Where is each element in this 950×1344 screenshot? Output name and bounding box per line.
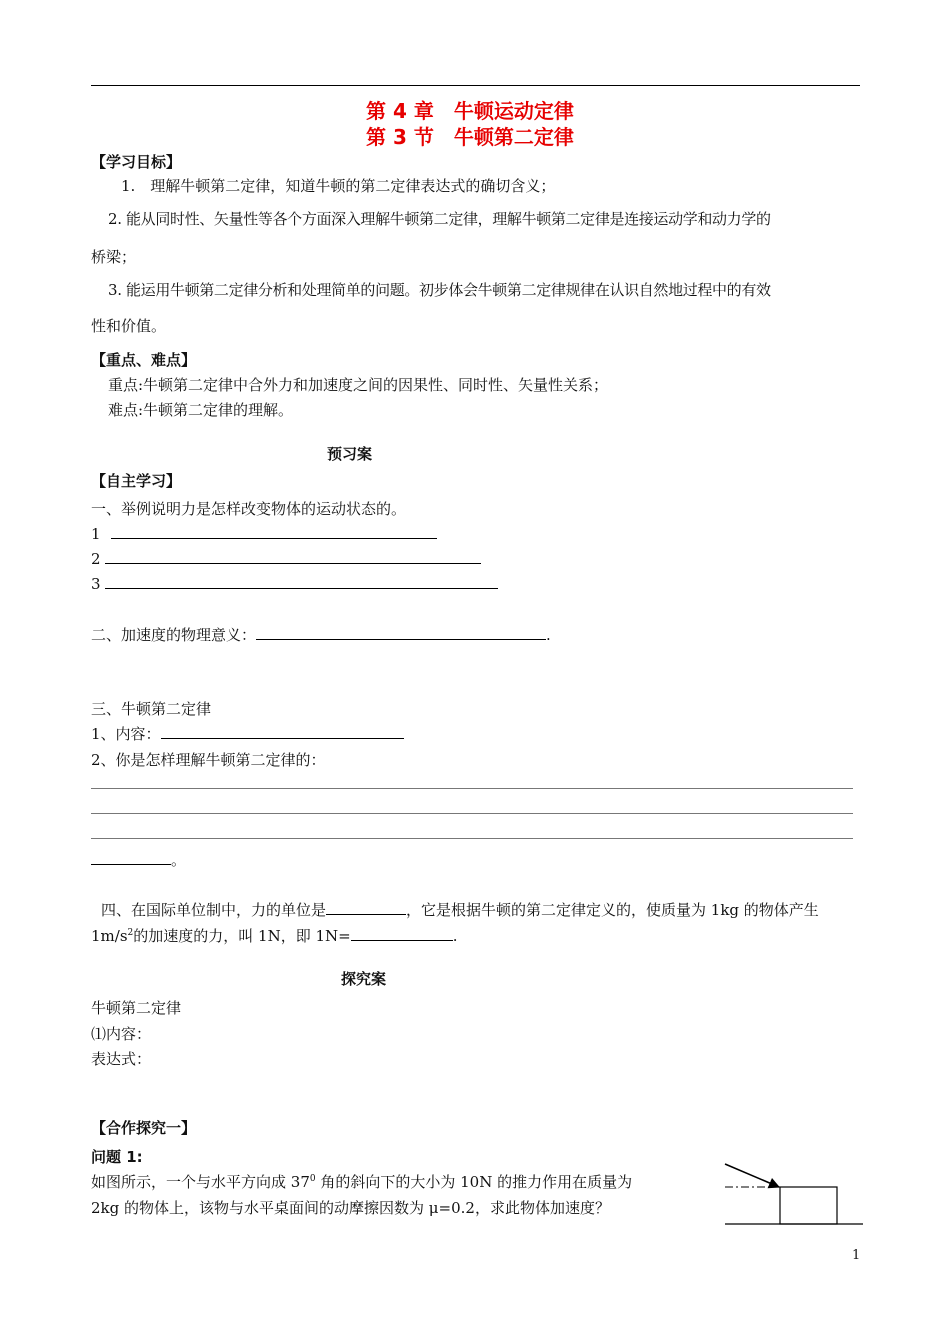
acceleration-meaning-blank[interactable] (256, 625, 546, 640)
understanding-line-3[interactable] (91, 838, 853, 839)
newton-definition-blank[interactable] (351, 926, 453, 941)
answer-blank-3[interactable] (105, 574, 498, 589)
question-4-part2: ，它是根据牛顿的第二定律定义的，使质量为 1kg 的物体产生 (406, 901, 819, 919)
coop-heading: 【合作探究一】 (91, 1119, 197, 1137)
problem-1-degree-sup: 0 (309, 1174, 316, 1184)
key-point: 重点:牛顿第二定律中合外力和加速度之间的因果性、同时性、矢量性关系； (108, 376, 609, 394)
understanding-line-2[interactable] (91, 813, 853, 814)
difficult-point: 难点:牛顿第二定律的理解。 (108, 401, 294, 419)
objective-item-2-line1: 2. 能从同时性、矢量性等各个方面深入理解牛顿第二定律，理解牛顿第二定律是连接运动学和动力学的 (108, 210, 771, 228)
answer-line-2-number: 2 (91, 550, 101, 568)
question-4-unit-exponent: 2 (127, 928, 134, 938)
header-rule (91, 85, 860, 86)
preview-title: 预习案 (327, 445, 373, 463)
problem-1-text-a: 如图所示，一个与水平方向成 37 (91, 1173, 310, 1191)
chapter-title: 第 4 章 牛顿运动定律 (366, 99, 574, 123)
question-4-line1 (101, 899, 819, 920)
keypoints-heading: 【重点、难点】 (91, 351, 197, 369)
understanding-end: 。 (171, 851, 187, 869)
question-4-line2 (91, 925, 458, 946)
question-3-2: 2、你是怎样理解牛顿第二定律的： (91, 751, 326, 769)
explore-expression: 表达式： (91, 1050, 152, 1068)
law-content-blank[interactable] (161, 724, 404, 739)
problem-1-line1 (91, 1171, 632, 1192)
answer-line-2 (91, 549, 481, 568)
understanding-blank-short[interactable] (91, 850, 171, 865)
explore-law: 牛顿第二定律 (91, 999, 182, 1017)
answer-line-3 (91, 574, 498, 593)
question-3-1 (91, 723, 404, 744)
answer-blank-1[interactable] (111, 524, 437, 539)
problem-1-text-b: 角的斜向下的大小为 10N 的推力作用在质量为 (315, 1173, 633, 1191)
question-3: 三、牛顿第二定律 (91, 700, 212, 718)
self-study-heading: 【自主学习】 (91, 472, 182, 490)
answer-line-1-number: 1 (91, 525, 101, 543)
force-diagram (715, 1158, 875, 1238)
understanding-line-4 (91, 849, 186, 870)
answer-line-1 (91, 524, 437, 543)
question-1: 一、举例说明力是怎样改变物体的运动状态的。 (91, 500, 407, 518)
explore-content: ⑴内容： (91, 1025, 152, 1043)
explore-title: 探究案 (341, 970, 387, 988)
problem-1-line2: 2kg 的物体上，该物与水平桌面间的动摩擦因数为 μ=0.2，求此物体加速度？ (91, 1199, 610, 1217)
objective-item-3-line2: 性和价值。 (91, 317, 167, 335)
question-4-end: . (452, 927, 458, 945)
question-2 (91, 624, 551, 645)
question-2-end: . (546, 626, 551, 644)
answer-blank-2[interactable] (105, 549, 481, 564)
question-3-1-label: 1、内容： (91, 725, 161, 743)
objective-item-3-line1: 3. 能运用牛顿第二定律分析和处理简单的问题。初步体会牛顿第二定律规律在认识自然地过程中的有效 (108, 281, 771, 299)
push-force-arrow (725, 1164, 779, 1187)
objective-item-2-line2: 桥梁； (91, 248, 137, 266)
problem-1-label: 问题 1: (91, 1148, 143, 1166)
objectives-heading: 【学习目标】 (91, 153, 182, 171)
understanding-line-1[interactable] (91, 788, 853, 789)
section-title: 第 3 节 牛顿第二定律 (366, 125, 574, 149)
objective-item-1: 1. 理解牛顿第二定律，知道牛顿的第二定律表达式的确切含义； (121, 177, 556, 195)
question-4-unit: 1m/s (91, 927, 128, 945)
question-2-label: 二、加速度的物理意义： (91, 626, 257, 644)
answer-line-3-number: 3 (91, 575, 101, 593)
page-number: 1 (852, 1248, 861, 1263)
question-4-part1: 四、在国际单位制中，力的单位是 (101, 901, 327, 919)
question-4-part4: 的加速度的力，叫 1N，即 1N= (133, 927, 351, 945)
force-unit-blank[interactable] (326, 900, 406, 915)
block-box (780, 1187, 837, 1224)
